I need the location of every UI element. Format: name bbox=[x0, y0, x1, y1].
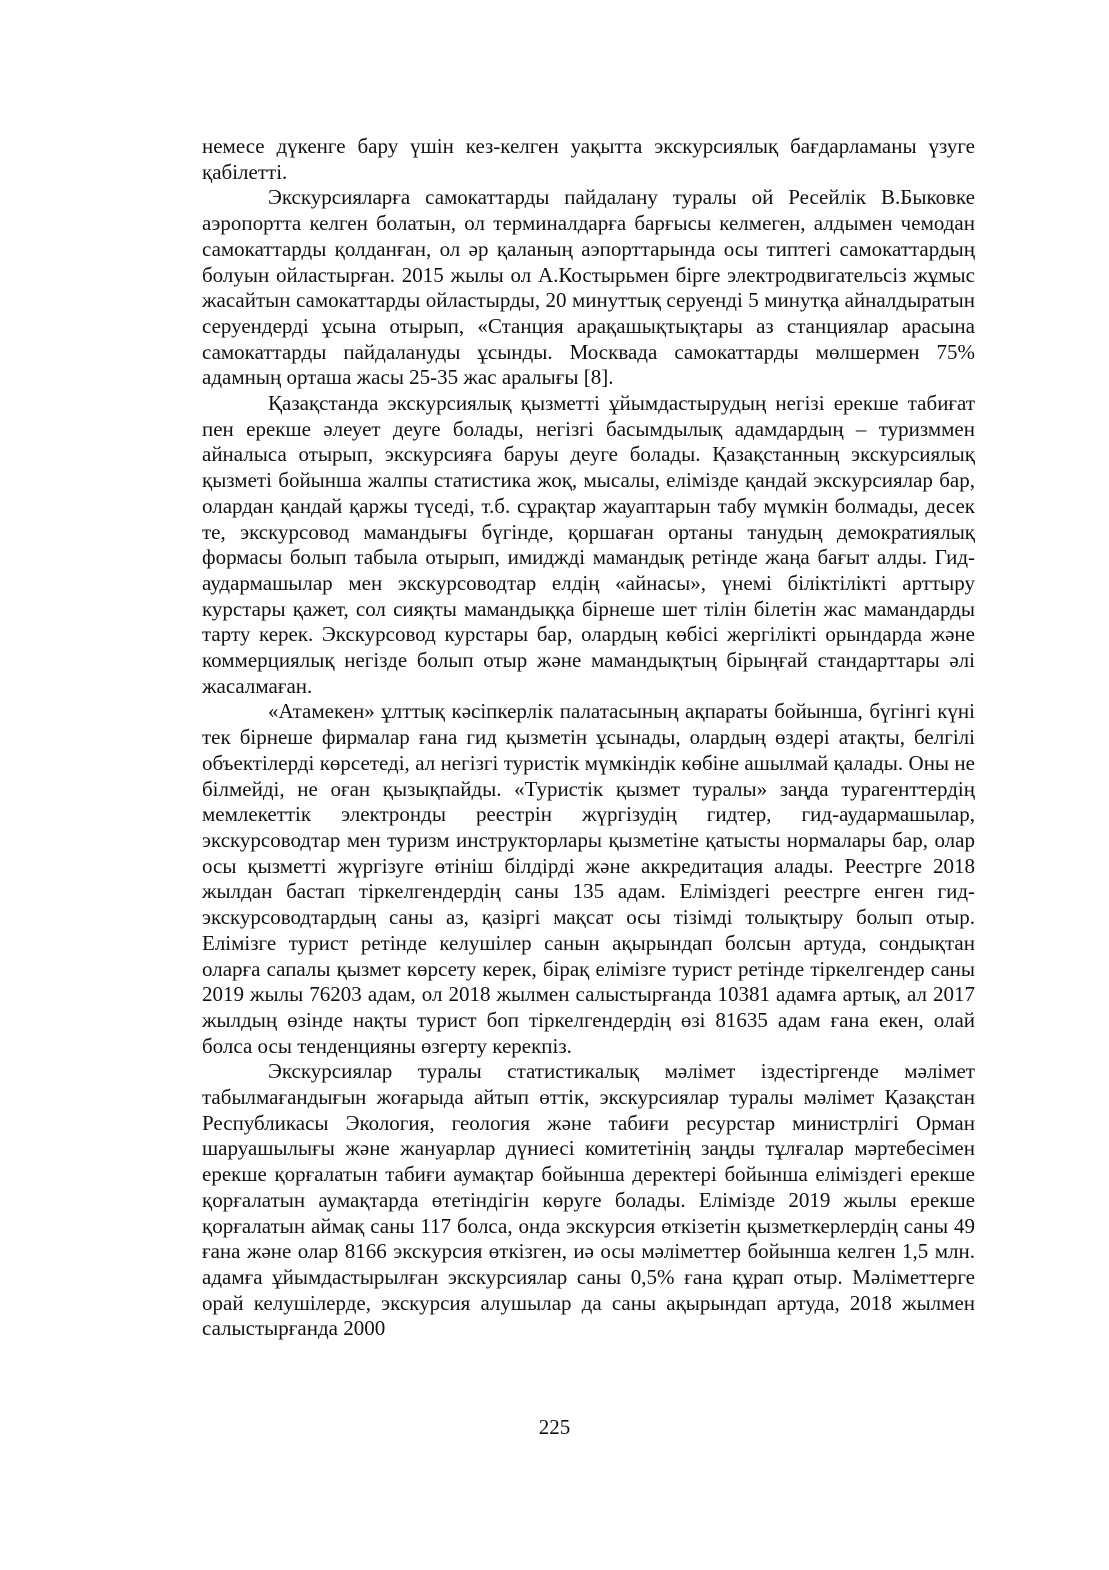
paragraph-statistics: Экскурсиялар туралы статистикалық мәлімет іздестіргенде мәлімет табылмағандығын жоғарыда айтып өттік, экскурсиялар туралы мәлімет Қазақстан Республикасы Экология, геология және табиғи ресурстар министрлігі Орман шаруашылығы және жануарлар дүниесі комитетінің заңды тұлғалар мәртебесімен ерекше қорғалатын табиғи аумақтар бойынша деректері бойынша еліміздегі ерекше қорғалатын аумақтарда өтетіндігін көруге болады. Елімізде 2019 жылы ерекше қорғалатын аймақ саны 117 болса, онда экскурсия өткізетін қызметкерлердің саны 49 ғана және олар 8166 экскурсия өткізген, иә осы мәліметтер бойынша келген 1,5 млн. адамға ұйымдастырылған экскурсиялар саны 0,5% ғана құрап отыр. Мәліметтерге орай келушілерде, экскурсия алушылар да саны ақырындап артуда, 2018 жылмен салыстырғанда 2000 bbox=[202, 1059, 975, 1341]
paragraph-continuation: немесе дүкенге бару үшін кез-келген уақытта экскурсиялық бағдарламаны үзуге қабілетті. bbox=[202, 134, 975, 184]
page-number: 225 bbox=[538, 1415, 571, 1439]
paragraph-kazakhstan-excursions: Қазақстанда экскурсиялық қызметті ұйымдастырудың негізі ерекше табиғат пен ерекше әлеует деуге болады, негізгі басымдылық адамдардың – туризммен айналыса отырып, экскурсияға баруы деуге болады. Қазақстанның экскурсиялық қызметі бойынша жалпы статистика жоқ, мысалы, елімізде қандай экскурсиялар бар, олардан қандай қаржы түседі, т.б. сұрақтар жауаптарын табу мүмкін болмады, десек те, экскурсовод мамандығы бүгінде, қоршаған ортаны танудың демократиялық формасы болып табыла отырып, имиджді мамандық ретінде жаңа бағыт алды. Гид-аудармашылар мен экскурсоводтар елдің «айнасы», үнемі біліктілікті арттыру курстары қажет, сол сияқты мамандыққа бірнеше шет тілін білетін жас мамандарды тарту керек. Экскурсовод курстары бар, олардың көбісі жергілікті орындарда және коммерциялық негізде болып отыр және мамандықтың бірыңғай стандарттары әлі жасалмаған. bbox=[202, 391, 975, 698]
paragraph-scooters: Экскурсияларға самокаттарды пайдалану туралы ой Ресейлік В.Быковке аэропортта келген болатын, ол терминалдарға барғысы келмеген, алдымен чемодан самокаттарды қолданған, ол әр қаланың аэпорттарында осы типтегі самокаттардың болуын ойластырған. 2015 жылы ол А.Костырьмен бірге электродвигательсіз жұмыс жасайтын самокаттарды ойластырды, 20 минуттық серуенді 5 минутқа айналдыратын серуендерді ұсына отырып, «Станция арақашықтықтары аз станциялар арасына самокаттарды пайдалануды ұсынды. Москвада самокаттарды мөлшермен 75% адамның орташа жасы 25-35 жас аралығы [8]. bbox=[202, 185, 975, 390]
paragraph-atameken: «Атамекен» ұлттық кәсіпкерлік палатасының ақпараты бойынша, бүгінгі күні тек бірнеше фирмалар ғана гид қызметін ұсынады, олардың өздері атақты, белгілі объектілерді көрсетеді, ал негізгі туристік мүмкіндік көбіне ашылмай қалады. Оны не білмейді, не оған қызықпайды. «Туристік қызмет туралы» заңда турагенттердің мемлекеттік электронды реестрін жүргізудің гидтер, гид-аудармашылар, экскурсоводтар мен туризм инструкторлары қызметіне қатысты нормалары бар, олар осы қызметті жүргізуге өтініш білдірді және аккредитация алады. Реестрге 2018 жылдан бастап тіркелгендердің саны 135 адам. Еліміздегі реестрге енген гид-экскурсоводтардың саны аз, қазіргі мақсат осы тізімді толықтыру болып отыр. Елімізге турист ретінде келушілер санын ақырындап болсын артуда, сондықтан оларға сапалы қызмет көрсету керек, бірақ елімізге турист ретінде тіркелгендер саны 2019 жылы 76203 адам, ол 2018 жылмен салыстырғанда 10381 адамға артық, ал 2017 жылдың өзінде нақты турист боп тіркелгендердің өзі 81635 адам ғана екен, олай болса осы тенденцияны өзгерту керекпіз. bbox=[202, 699, 975, 1058]
body-text bbox=[202, 134, 975, 1342]
